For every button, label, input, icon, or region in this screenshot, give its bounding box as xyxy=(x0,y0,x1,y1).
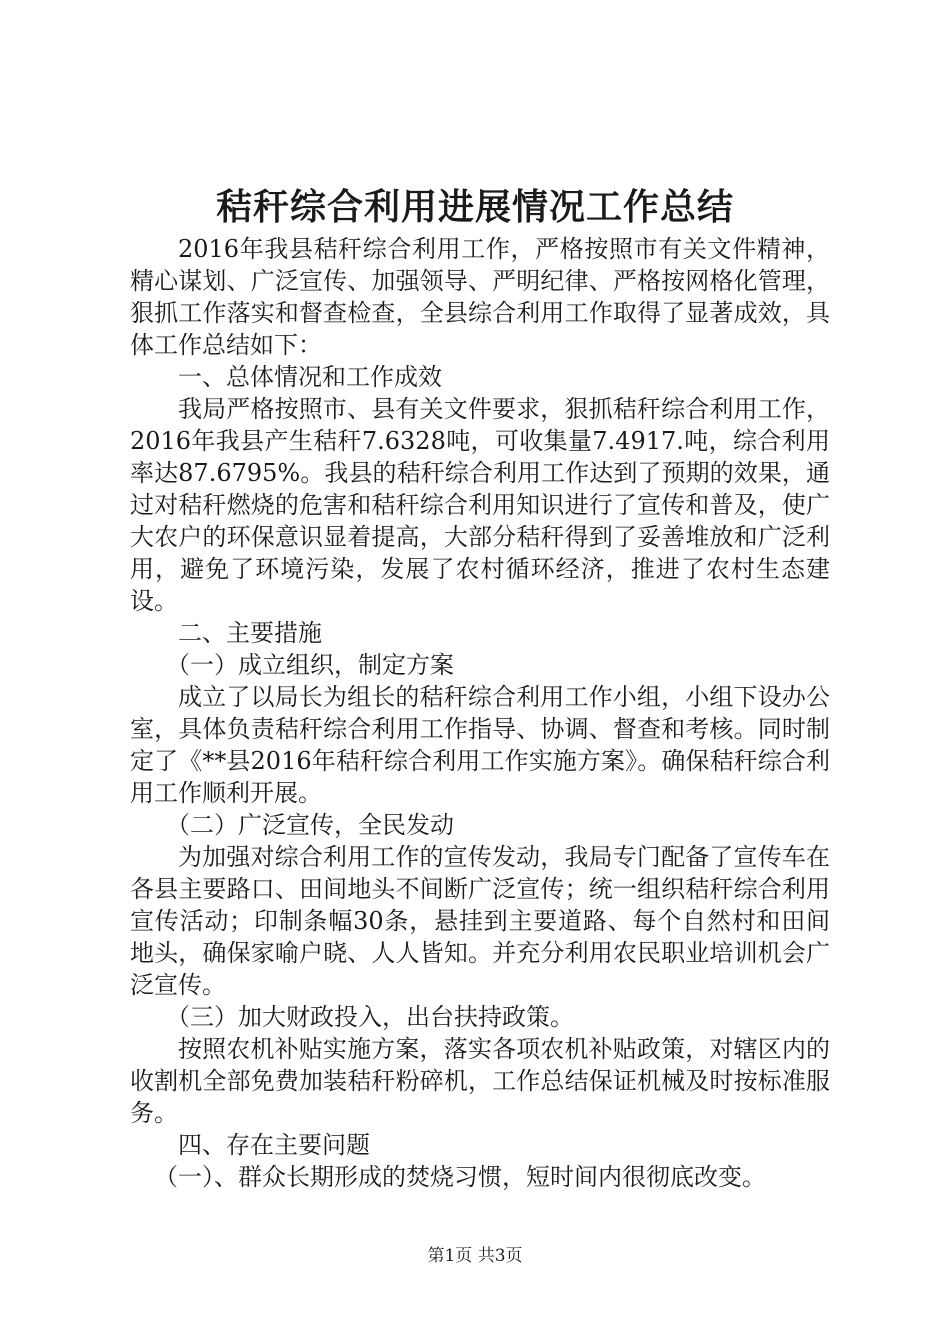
section-1-paragraph: 我局严格按照市、县有关文件要求，狠抓秸秆综合利用工作，2016年我县产生秸秆7.6328吨，可收集量7.4917.吨，综合利用率达87.6795%。我县的秸秆综合利用工作达到了预期的效果，通过对秸秆燃烧的危害和秸秆综合利用知识进行了宣传和普及，使广大农户的环保意识显着提高，大部分秸秆得到了妥善堆放和广泛利用，避免了环境污染，发展了农村循环经济，推进了农村生态建设。 xyxy=(130,395,830,615)
section-4-heading: 四、存在主要问题 xyxy=(178,1131,370,1159)
measure-1-heading: （一）成立组织，制定方案 xyxy=(166,651,454,679)
section-1-heading: 一、总体情况和工作成效 xyxy=(178,363,442,391)
measure-3-heading: （三）加大财政投入，出台扶持政策。 xyxy=(166,1003,574,1031)
document-title: 秸秆综合利用进展情况工作总结 xyxy=(215,186,734,228)
document-body xyxy=(130,233,830,1193)
measure-1-paragraph: 成立了以局长为组长的秸秆综合利用工作小组，小组下设办公室，具体负责秸秆综合利用工作指导、协调、督查和考核。同时制定了《**县2016年秸秆综合利用工作实施方案》。确保秸秆综合利用工作顺利开展。 xyxy=(130,683,830,807)
section-2-heading: 二、主要措施 xyxy=(178,619,322,647)
page-footer: 第1页 共3页 xyxy=(427,1246,523,1266)
measure-2-heading: （二）广泛宣传，全民发动 xyxy=(166,811,454,839)
issue-1-paragraph: （一）、群众长期形成的焚烧习惯，短时间内很彻底改变。 xyxy=(154,1163,766,1191)
measure-2-paragraph: 为加强对综合利用工作的宣传发动，我局专门配备了宣传车在各县主要路口、田间地头不间断广泛宣传；统一组织秸秆综合利用宣传活动；印制条幅30条，悬挂到主要道路、每个自然村和田间地头，确保家喻户晓、人人皆知。并充分利用农民职业培训机会广泛宣传。 xyxy=(130,843,830,999)
measure-3-paragraph: 按照农机补贴实施方案，落实各项农机补贴政策，对辖区内的收割机全部免费加装秸秆粉碎机，工作总结保证机械及时按标准服务。 xyxy=(130,1035,830,1127)
intro-paragraph: 2016年我县秸秆综合利用工作，严格按照市有关文件精神，精心谋划、广泛宣传、加强领导、严明纪律、严格按网格化管理，狠抓工作落实和督查检查，全县综合利用工作取得了显著成效，具体工作总结如下： xyxy=(130,235,830,359)
